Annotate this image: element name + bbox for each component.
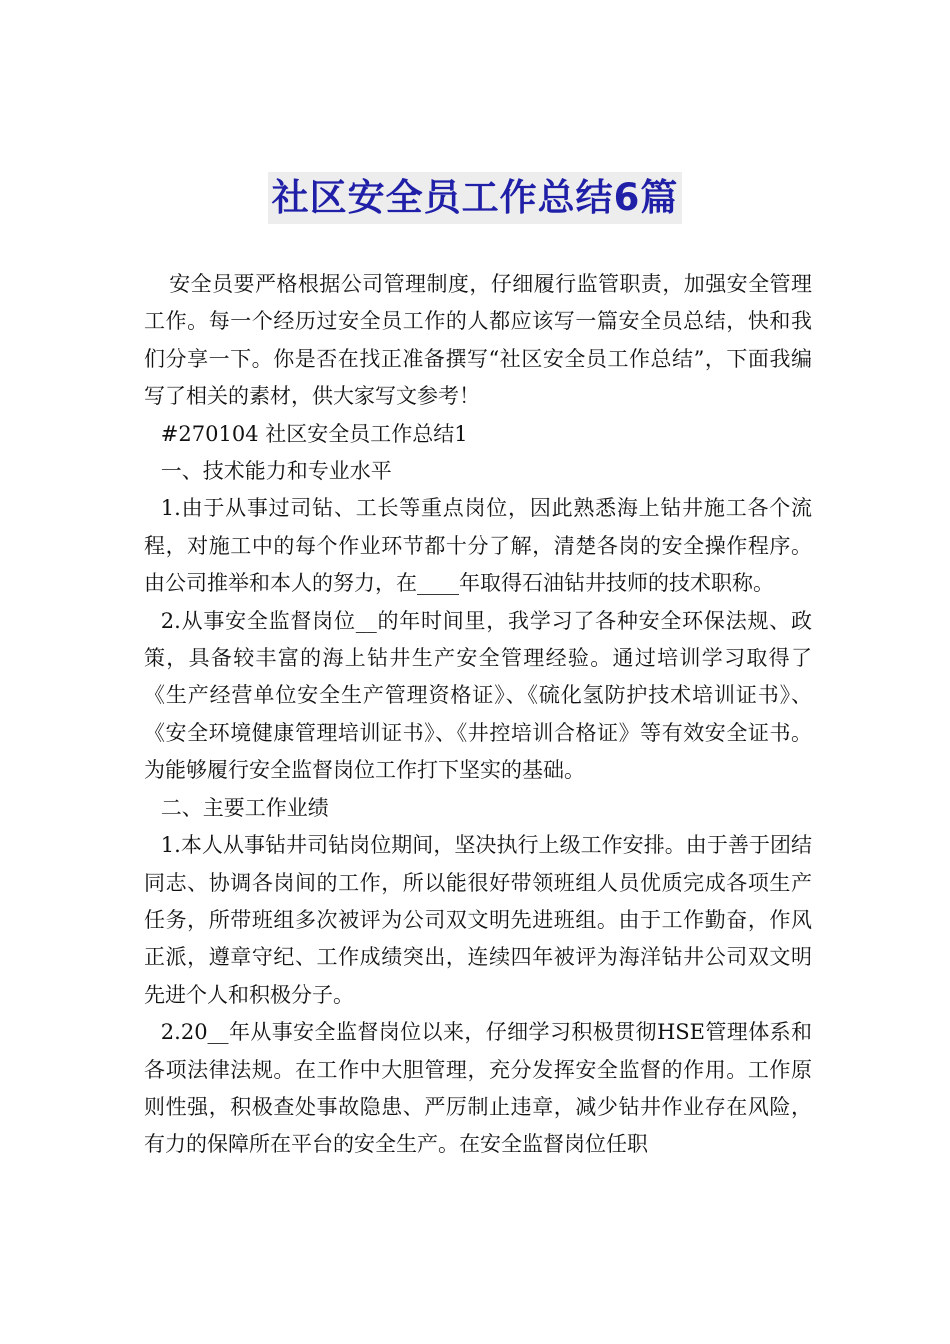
- intro-paragraph: 安全员要严格根据公司管理制度，仔细履行监管职责，加强安全管理工作。每一个经历过安全员工作的人都应该写一篇安全员总结，快和我们分享一下。你是否在找正准备撰写“社区安全员工作总结”，下面我编写了相关的素材，供大家写文参考！: [144, 272, 812, 409]
- paragraph-achievements-1: 1.本人从事钻井司钻岗位期间，坚决执行上级工作安排。由于善于团结同志、协调各岗间的工作，所以能很好带领班组人员优质完成各项生产任务，所带班组多次被评为公司双文明先进班组。由于工作勤奋，作风正派，遵章守纪、工作成绩突出，连续四年被评为海洋钻井公司双文明先进个人和积极分子。: [144, 833, 812, 1007]
- paragraph-technical-1: 1.由于从事过司钻、工长等重点岗位，因此熟悉海上钻井施工各个流程，对施工中的每个作业环节都十分了解，清楚各岗的安全操作程序。由公司推举和本人的努力，在____年取得石油钻井技师的技术职称。: [144, 496, 812, 596]
- section-heading-summary-1: #270104 社区安全员工作总结1: [160, 421, 468, 446]
- document-title: 社区安全员工作总结6篇: [268, 172, 683, 224]
- section-heading-achievements: 二、主要工作业绩: [160, 795, 329, 820]
- section-heading-technical: 一、技术能力和专业水平: [160, 459, 392, 484]
- paragraph-technical-2: 2.从事安全监督岗位__的年时间里，我学习了各种安全环保法规、政策，具备较丰富的海上钻井生产安全管理经验。通过培训学习取得了《生产经营单位安全生产管理资格证》、《硫化氢防护技术培训证书》、《安全环境健康管理培训证书》、《井控培训合格证》等有效安全证书。为能够履行安全监督岗位工作打下坚实的基础。: [144, 608, 812, 783]
- document-body: [144, 266, 812, 1164]
- paragraph-achievements-2: 2.20__年从事安全监督岗位以来，仔细学习积极贯彻HSE管理体系和各项法律法规。在工作中大胆管理，充分发挥安全监督的作用。工作原则性强，积极查处事故隐患、严厉制止违章，减少钻井作业存在风险，有力的保障所在平台的安全生产。在安全监督岗位任职: [144, 1020, 812, 1157]
- title-wrap: [0, 172, 950, 224]
